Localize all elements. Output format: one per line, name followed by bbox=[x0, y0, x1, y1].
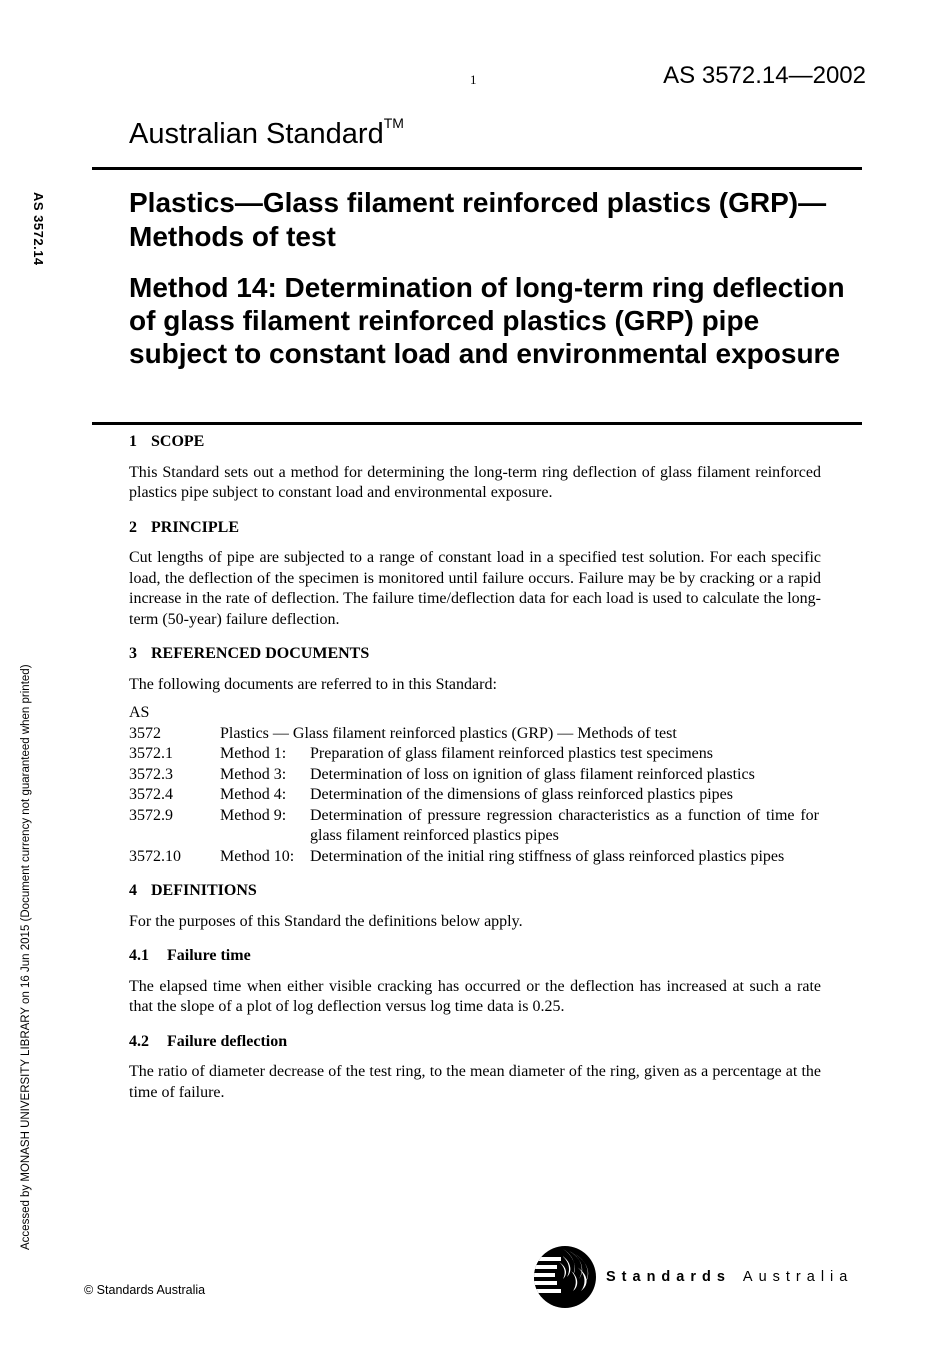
section-number: 4 bbox=[129, 882, 137, 899]
reference-code: 3572.9 bbox=[129, 806, 173, 824]
standard-code: AS 3572.14—2002 bbox=[663, 62, 866, 89]
definition-failure-deflection-heading bbox=[129, 1032, 821, 1053]
reference-title: Plastics — Glass filament reinforced plastics (GRP) — Methods of test bbox=[220, 724, 677, 742]
references-intro: The following documents are referred to in this Standard: bbox=[129, 675, 497, 693]
section-number: 1 bbox=[129, 433, 137, 450]
reference-code: 3572.1 bbox=[129, 745, 173, 762]
section-references-heading bbox=[129, 644, 821, 665]
reference-title: Determination of the dimensions of glass reinforced plastics pipes bbox=[310, 786, 734, 803]
title-bottom-rule bbox=[92, 422, 862, 425]
reference-method: Method 1: bbox=[220, 745, 287, 762]
logo-wordmark bbox=[606, 1269, 853, 1285]
reference-row bbox=[129, 765, 819, 786]
section-principle-heading bbox=[129, 518, 821, 539]
reference-title: Preparation of glass filament reinforced plastics test specimens bbox=[310, 745, 713, 762]
section-number: 3 bbox=[129, 645, 137, 662]
definition-failure-time-heading bbox=[129, 946, 821, 967]
section-scope-text: This Standard sets out a method for determining the long-term ring deflection of glass filament reinforced plastics pipe subject to constant load and environmental exposure. bbox=[129, 463, 821, 501]
section-title: REFERENCED DOCUMENTS bbox=[151, 645, 370, 662]
title-top-rule bbox=[92, 167, 862, 170]
method-title: Method 14: Determination of long-term ring deflection of glass filament reinforced plastics (GRP) pipe subject to constant load and environmental exposure bbox=[129, 272, 845, 369]
reference-row bbox=[129, 724, 819, 745]
reference-row bbox=[129, 744, 819, 765]
reference-code: 3572.4 bbox=[129, 786, 173, 803]
standards-australia-logo-icon bbox=[533, 1245, 597, 1309]
subsection-title: Failure time bbox=[167, 947, 251, 964]
reference-method: Method 10: bbox=[220, 847, 295, 865]
references-table bbox=[129, 724, 819, 868]
subsection-number: 4.1 bbox=[129, 947, 149, 964]
section-principle-text: Cut lengths of pipe are subjected to a range of constant load in a specified test solution. For each specific load, the deflection of the specimen is monitored until failure occurs. Failure may be by cracking or a rapid increase in the rate of deflection. The failure time/deflection data for each load is used to calculate the long-term (50-year) failure deflection. bbox=[129, 549, 821, 628]
series-title bbox=[129, 115, 404, 151]
reference-code: 3572 bbox=[129, 724, 161, 742]
reference-code: 3572.3 bbox=[129, 765, 173, 783]
section-definitions-heading bbox=[129, 881, 821, 902]
access-note: Accessed by MONASH UNIVERSITY LIBRARY on 16 Jun 2015 (Document currency not guaranteed when printed) bbox=[20, 664, 32, 1250]
subsection-title: Failure deflection bbox=[167, 1032, 288, 1050]
series-title-text: Australian Standard bbox=[129, 118, 384, 150]
document-body bbox=[129, 432, 821, 1117]
definition-failure-deflection-text: The ratio of diameter decrease of the test ring, to the mean diameter of the ring, given as a percentage at the time of failure. bbox=[129, 1063, 821, 1101]
definitions-intro: For the purposes of this Standard the definitions below apply. bbox=[129, 912, 523, 930]
logo-word-standards: Standards bbox=[606, 1269, 731, 1285]
section-scope-heading bbox=[129, 432, 821, 453]
reference-title: Determination of pressure regression characteristics as a function of time for glass filament reinforced plastics pipes bbox=[310, 806, 819, 844]
section-title: PRINCIPLE bbox=[151, 518, 240, 536]
reference-title: Determination of loss on ignition of glass filament reinforced plastics bbox=[310, 765, 755, 783]
document-title: Plastics—Glass filament reinforced plastics (GRP)—Methods of test bbox=[129, 187, 827, 252]
trademark-mark: TM bbox=[383, 115, 404, 132]
section-title: SCOPE bbox=[151, 433, 205, 450]
reference-row bbox=[129, 847, 819, 868]
copyright-notice: © Standards Australia bbox=[84, 1283, 206, 1297]
spine-code: AS 3572.14 bbox=[31, 192, 46, 266]
logo-word-australia: Australia bbox=[742, 1269, 854, 1285]
references-prefix: AS bbox=[129, 704, 150, 721]
reference-method: Method 3: bbox=[220, 765, 287, 783]
section-title: DEFINITIONS bbox=[151, 882, 257, 899]
reference-row bbox=[129, 785, 819, 806]
reference-method: Method 4: bbox=[220, 786, 287, 803]
reference-method: Method 9: bbox=[220, 806, 287, 824]
reference-code: 3572.10 bbox=[129, 847, 181, 865]
reference-title: Determination of the initial ring stiffness of glass reinforced plastics pipes bbox=[310, 847, 785, 865]
definition-failure-time-text: The elapsed time when either visible cracking has occurred or the deflection has increased at such a rate that the slope of a plot of log deflection versus log time data is 0.25. bbox=[129, 977, 821, 1015]
reference-row bbox=[129, 806, 819, 847]
subsection-number: 4.2 bbox=[129, 1032, 149, 1050]
section-number: 2 bbox=[129, 518, 137, 536]
page-number: 1 bbox=[470, 72, 477, 87]
